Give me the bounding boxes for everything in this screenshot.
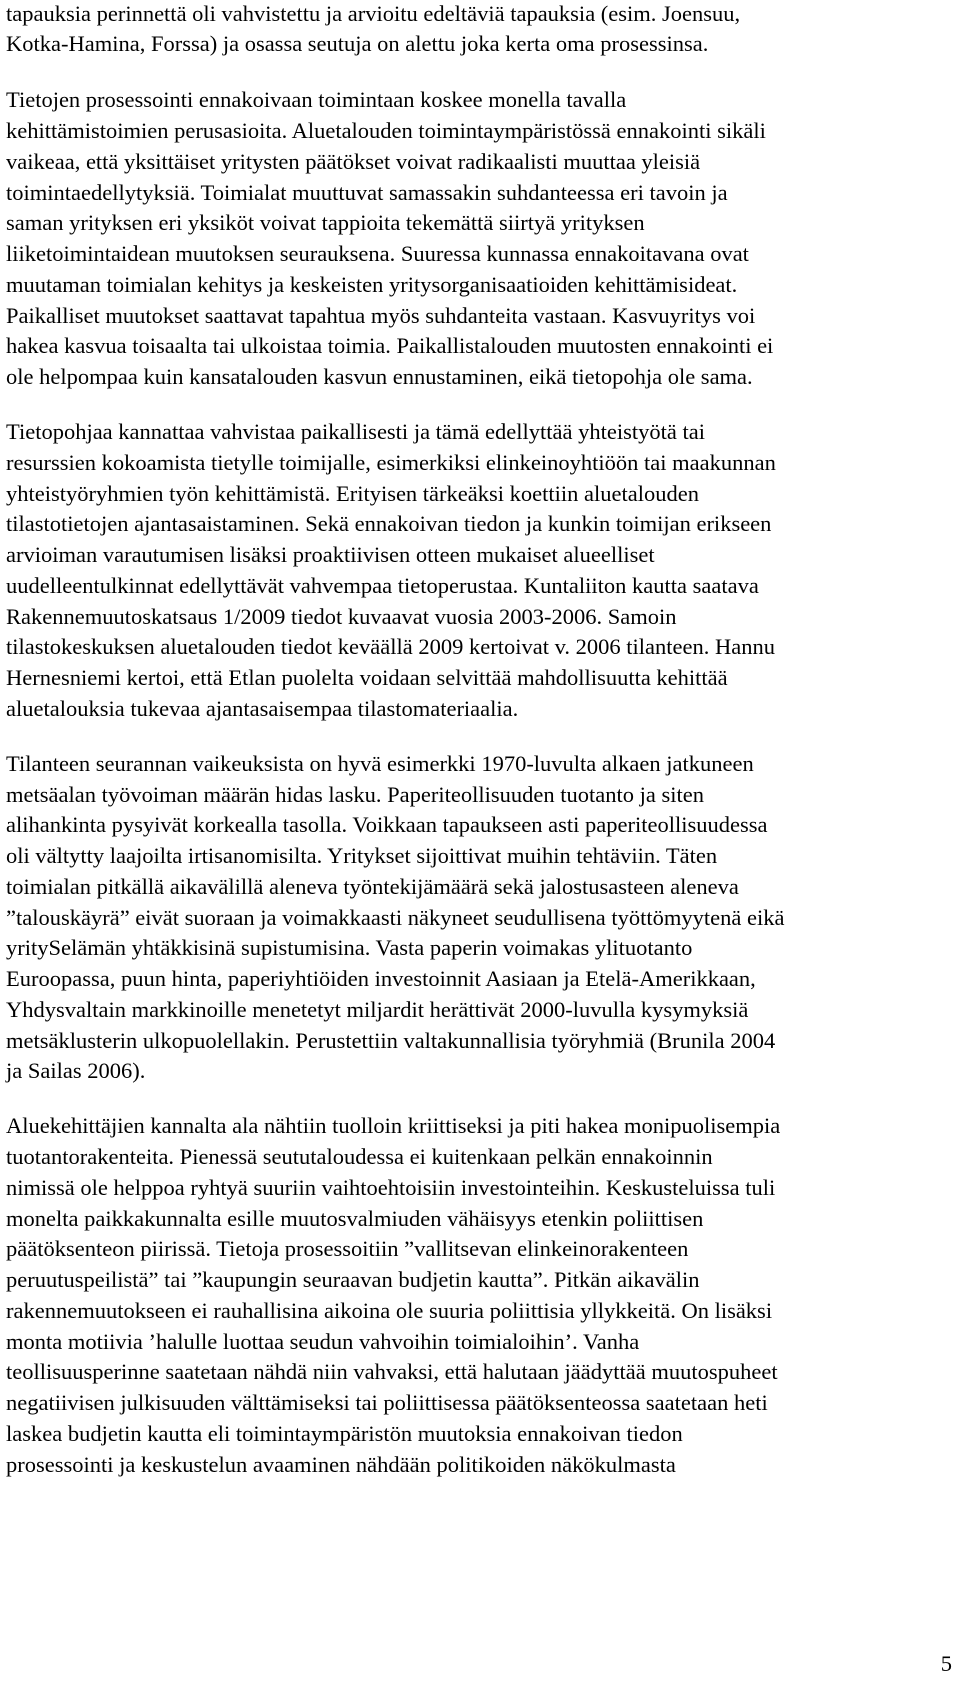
paragraph-4-line-10: metsäklusterin ulkopuolellakin. Perustettiin valtakunnallisia työryhmiä (Brunila 2004 (6, 1028, 776, 1053)
paragraph-5-line-1: Aluekehittäjien kannalta ala nähtiin tuolloin kriittiseksi ja piti hakea monipuolisempia (6, 1113, 781, 1138)
paragraph-3-line-3: yhteistyöryhmien työn kehittämistä. Erityisen tärkeäksi koettiin aluetalouden (6, 481, 699, 506)
paragraph-1-line-2: Kotka-Hamina, Forssa) ja osassa seutuja on alettu joka kerta oma prosessinsa. (6, 31, 709, 56)
paragraph-4-line-1: Tilanteen seurannan vaikeuksista on hyvä esimerkki 1970-luvulta alkaen jatkuneen (6, 751, 754, 776)
paragraph-3-line-10: aluetalouksia tukevaa ajantasaisempaa tilastomateriaalia. (6, 696, 519, 721)
paragraph-2-line-4: toimintaedellytyksiä. Toimialat muuttuvat samassakin suhdanteessa eri tavoin ja (6, 180, 728, 205)
paragraph-2-line-1: Tietojen prosessointi ennakoivaan toimintaan koskee monella tavalla (6, 87, 627, 112)
paragraph-2-line-5: saman yrityksen eri yksiköt voivat tappioita tekemättä siirtyä yrityksen (6, 210, 645, 235)
paragraph-4-line-4: oli vältytty laajoilta irtisanomisilta. Yritykset sijoittivat muihin tehtäviin. Täten (6, 843, 718, 868)
paragraph-4-line-9: Yhdysvaltain markkinoille menetetyt miljardit herättivät 2000-luvulla kysymyksiä (6, 997, 749, 1022)
paragraph-5-line-3: nimissä ole helppoa ryhtyä suuriin vaihtoehtoisiin investointeihin. Keskusteluissa tuli (6, 1175, 776, 1200)
paragraph-4-line-5: toimialan pitkällä aikavälillä aleneva työntekijämäärä sekä jalostusasteen aleneva (6, 874, 739, 899)
paragraph-3-line-7: Rakennemuutoskatsaus 1/2009 tiedot kuvaavat vuosia 2003-2006. Samoin (6, 604, 677, 629)
paragraph-5-line-7: rakennemuutokseen ei rauhallisina aikoina ole suuria poliittisia yllykkeitä. On lisäksi (6, 1298, 773, 1323)
paragraph-5-line-5: päätöksenteon piirissä. Tietoja prosessoitiin ”vallitsevan elinkeinorakenteen (6, 1236, 689, 1261)
paragraph-4-line-11: ja Sailas 2006). (6, 1058, 146, 1083)
paragraph-2-line-3: vaikeaa, että yksittäiset yritysten päätökset voivat radikaalisti muuttaa yleisiä (6, 149, 701, 174)
paragraph-4-line-7: yritySelämän yhtäkkisinä supistumisina. Vasta paperin voimakas ylituotanto (6, 935, 693, 960)
paragraph-3-line-5: arvioiman varautumisen lisäksi proaktiivisen otteen mukaiset alueelliset (6, 542, 655, 567)
paragraph-5-line-12: prosessointi ja keskustelun avaaminen nähdään politikoiden näkökulmasta (6, 1452, 676, 1477)
paragraph-4-line-8: Euroopassa, puun hinta, paperiyhtiöiden investoinnit Aasiaan ja Etelä-Amerikkaan, (6, 966, 756, 991)
paragraph-2-line-6: liiketoimintaidean muutoksen seurauksena. Suuressa kunnassa ennakoitavana ovat (6, 241, 749, 266)
paragraph-4-line-3: alihankinta pysyivät korkealla tasolla. Voikkaan tapaukseen asti paperiteollisuudessa (6, 812, 768, 837)
paragraph-5-line-9: teollisuusperinne saatetaan nähdä niin vahvaksi, että halutaan jäädyttää muutospuheet (6, 1359, 778, 1384)
paragraph-2-line-2: kehittämistoimien perusasioita. Aluetalouden toimintaympäristössä ennakointi sikäli (6, 118, 766, 143)
paragraph-5-line-8: monta motiivia ’halulle luottaa seudun vahvoihin toimialoihin’. Vanha (6, 1329, 640, 1354)
paragraph-3-line-2: resurssien kokoamista tietylle toimijalle, esimerkiksi elinkeinoyhtiöön tai maakunnan (6, 450, 776, 475)
paragraph-1-line-1: tapauksia perinnettä oli vahvistettu ja arvioitu edeltäviä tapauksia (esim. Joensuu, (6, 1, 741, 26)
paragraph-5-line-4: monelta paikkakunnalta esille muutosvalmiuden vähäisyys etenkin poliittisen (6, 1206, 704, 1231)
paragraph-5-line-2: tuotantorakenteita. Pienessä seututaloudessa ei kuitenkaan pelkän ennakoinnin (6, 1144, 713, 1169)
paragraph-2-line-10: ole helpompaa kuin kansatalouden kasvun ennustaminen, eikä tietopohja ole sama. (6, 364, 753, 389)
paragraph-2-line-7: muutaman toimialan kehitys ja keskeisten yritysorganisaatioiden kehittämisideat. (6, 272, 738, 297)
paragraph-3-line-9: Hernesniemi kertoi, että Etlan puolelta voidaan selvittää mahdollisuutta kehittää (6, 665, 728, 690)
paragraph-2-line-8: Paikalliset muutokset saattavat tapahtua myös suhdanteita vastaan. Kasvuyritys voi (6, 303, 756, 328)
paragraph-5-line-6: peruutuspeilistä” tai ”kaupungin seuraavan budjetin kautta”. Pitkän aikavälin (6, 1267, 700, 1292)
paragraph-3-line-4: tilastotietojen ajantasaistaminen. Sekä ennakoivan tiedon ja kunkin toimijan erikseen (6, 511, 772, 536)
paragraph-2-line-9: hakea kasvua toisaalta tai ulkoistaa toimia. Paikallistalouden muutosten ennakointi ei (6, 333, 774, 358)
paragraph-4-line-2: metsäalan työvoiman määrän hidas lasku. Paperiteollisuuden tuotanto ja siten (6, 782, 704, 807)
paragraph-4-line-6: ”talouskäyrä” eivät suoraan ja voimakkaasti näkyneet seudullisena työttömyytenä eikä (6, 905, 785, 930)
paragraph-5-line-11: laskea budjetin kautta eli toimintaympäristön muutoksia ennakoivan tiedon (6, 1421, 683, 1446)
paragraph-3-line-1: Tietopohjaa kannattaa vahvistaa paikallisesti ja tämä edellyttää yhteistyötä tai (6, 419, 705, 444)
paragraph-5-line-10: negatiivisen julkisuuden välttämiseksi tai poliittisessa päätöksenteossa saatetaan heti (6, 1390, 768, 1415)
paragraph-3-line-8: tilastokeskuksen aluetalouden tiedot keväällä 2009 kertoivat v. 2006 tilanteen. Hannu (6, 634, 775, 659)
page-number: 5 (940, 1651, 952, 1676)
paragraph-3-line-6: uudelleentulkinnat edellyttävät vahvempaa tietoperustaa. Kuntaliiton kautta saatava (6, 573, 759, 598)
